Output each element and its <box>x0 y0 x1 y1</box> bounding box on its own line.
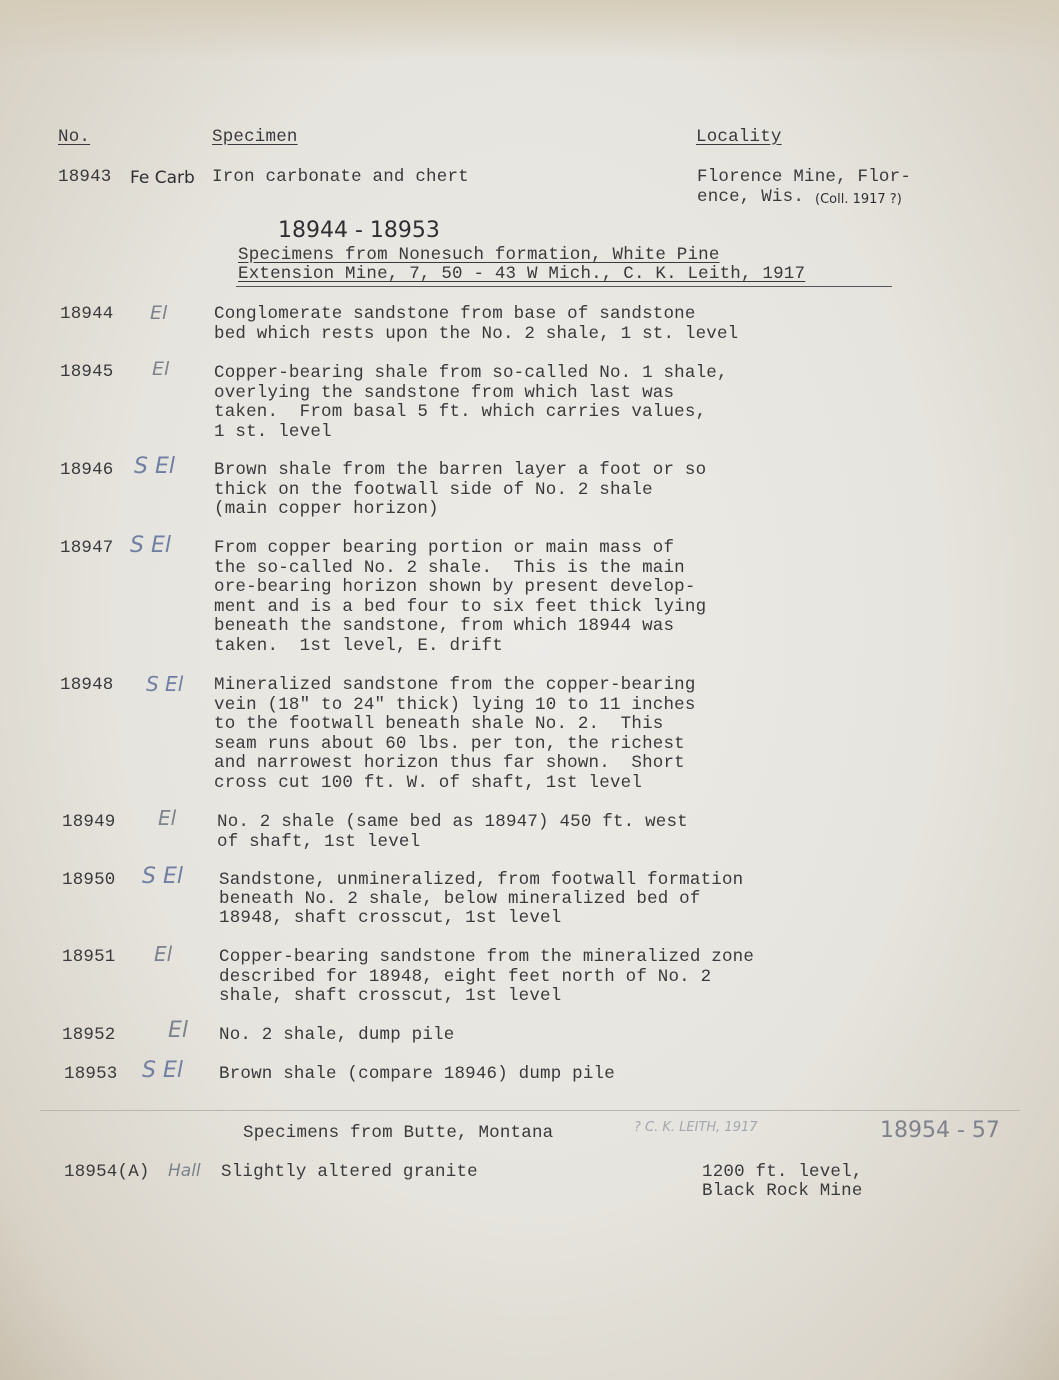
header-specimen: Specimen <box>212 127 298 147</box>
section-title-line: Specimens from Nonesuch formation, White Pine <box>238 245 720 265</box>
entry-number: 18950 <box>62 870 116 890</box>
handwritten-mark: Hall <box>168 1161 201 1181</box>
entry-line: 1 st. level <box>214 422 332 442</box>
entry-number: 18943 <box>58 167 112 187</box>
entry-line: Brown shale (compare 18946) dump pile <box>219 1064 615 1084</box>
entry-line: No. 2 shale, dump pile <box>219 1025 455 1045</box>
entry-line: Copper-bearing sandstone from the mineralized zone <box>219 947 755 967</box>
entry-line: beneath No. 2 shale, below mineralized bed of <box>219 889 701 909</box>
entry-locality-line: ence, Wis. <box>697 187 805 207</box>
entry-line: of shaft, 1st level <box>217 832 421 852</box>
handwritten-note: (Coll. 1917 ?) <box>815 192 902 207</box>
entry-line: (main copper horizon) <box>214 499 439 519</box>
entry-number: 18949 <box>62 812 116 832</box>
entry-line: the so-called No. 2 shale. This is the main <box>214 558 685 578</box>
entry-line: Mineralized sandstone from the copper-bearing <box>214 675 696 695</box>
handwritten-mark: S El <box>142 1058 183 1083</box>
entry-line: taken. 1st level, E. drift <box>214 636 503 656</box>
entry-number: 18946 <box>60 460 114 480</box>
handwritten-mark: Fe Carb <box>130 168 195 188</box>
handwritten-mark: El <box>152 358 170 380</box>
entry-number: 18951 <box>62 947 116 967</box>
entry-line: vein (18" to 24" thick) lying 10 to 11 inches <box>214 695 696 715</box>
entry-number: 18944 <box>60 304 114 324</box>
handwritten-range: 18954 - 57 <box>880 1118 1000 1143</box>
entry-line: cross cut 100 ft. W. of shaft, 1st level <box>214 773 643 793</box>
entry-line: bed which rests upon the No. 2 shale, 1 st. level <box>214 324 739 344</box>
section-title: Specimens from Butte, Montana <box>243 1123 554 1143</box>
entry-line: beneath the sandstone, from which 18944 was <box>214 616 675 636</box>
entry-line: 18948, shaft crosscut, 1st level <box>219 908 562 928</box>
entry-number: 18948 <box>60 675 114 695</box>
entry-line: Brown shale from the barren layer a foot or so <box>214 460 707 480</box>
handwritten-mark: S El <box>130 533 171 558</box>
handwritten-mark: El <box>150 302 168 324</box>
entry-line: Sandstone, unmineralized, from footwall formation <box>219 870 744 890</box>
entry-line: Copper-bearing shale from so-called No. 1 shale, <box>214 363 728 383</box>
entry-line: ment and is a bed four to six feet thick lying <box>214 597 707 617</box>
entry-number: 18945 <box>60 362 114 382</box>
handwritten-mark: S El <box>142 864 183 889</box>
header-locality: Locality <box>696 127 782 147</box>
entry-line: thick on the footwall side of No. 2 shale <box>214 480 653 500</box>
entry-line: taken. From basal 5 ft. which carries values, <box>214 402 707 422</box>
handwritten-mark: S El <box>134 454 175 479</box>
handwritten-mark: S El <box>146 672 184 696</box>
entry-specimen: Iron carbonate and chert <box>212 167 469 187</box>
entry-line: overlying the sandstone from which last was <box>214 383 675 403</box>
entry-line: Conglomerate sandstone from base of sandstone <box>214 304 696 324</box>
entry-specimen: Slightly altered granite <box>221 1162 478 1182</box>
entry-number: 18947 <box>60 538 114 558</box>
entry-line: From copper bearing portion or main mass of <box>214 538 675 558</box>
entry-line: No. 2 shale (same bed as 18947) 450 ft. west <box>217 812 688 832</box>
handwritten-range: 18944 - 18953 <box>278 218 440 243</box>
handwritten-mark: El <box>168 1018 189 1043</box>
entry-locality-line: 1200 ft. level, <box>702 1162 863 1182</box>
entry-number: 18953 <box>64 1064 118 1084</box>
entry-line: ore-bearing horizon shown by present develop- <box>214 577 696 597</box>
entry-line: to the footwall beneath shale No. 2. This <box>214 714 664 734</box>
entry-line: seam runs about 60 lbs. per ton, the richest <box>214 734 685 754</box>
entry-line: shale, shaft crosscut, 1st level <box>219 986 562 1006</box>
section-title-line: Extension Mine, 7, 50 - 43 W Mich., C. K. Leith, 1917 <box>238 264 806 284</box>
entry-locality-line: Florence Mine, Flor- <box>697 167 912 187</box>
header-no: No. <box>58 127 91 147</box>
entry-line: and narrowest horizon thus far shown. Short <box>214 753 685 773</box>
handwritten-mark: El <box>158 806 177 830</box>
entry-number: 18952 <box>62 1025 116 1045</box>
handwritten-note: ? C. K. LEITH, 1917 <box>634 1120 758 1135</box>
paper-stain <box>0 0 1059 60</box>
title-underline <box>236 286 892 287</box>
handwritten-mark: El <box>154 942 173 966</box>
entry-locality-line: Black Rock Mine <box>702 1181 863 1201</box>
entry-line: described for 18948, eight feet north of No. 2 <box>219 967 712 987</box>
entry-number: 18954(A) <box>64 1162 150 1182</box>
divider <box>40 1110 1020 1111</box>
